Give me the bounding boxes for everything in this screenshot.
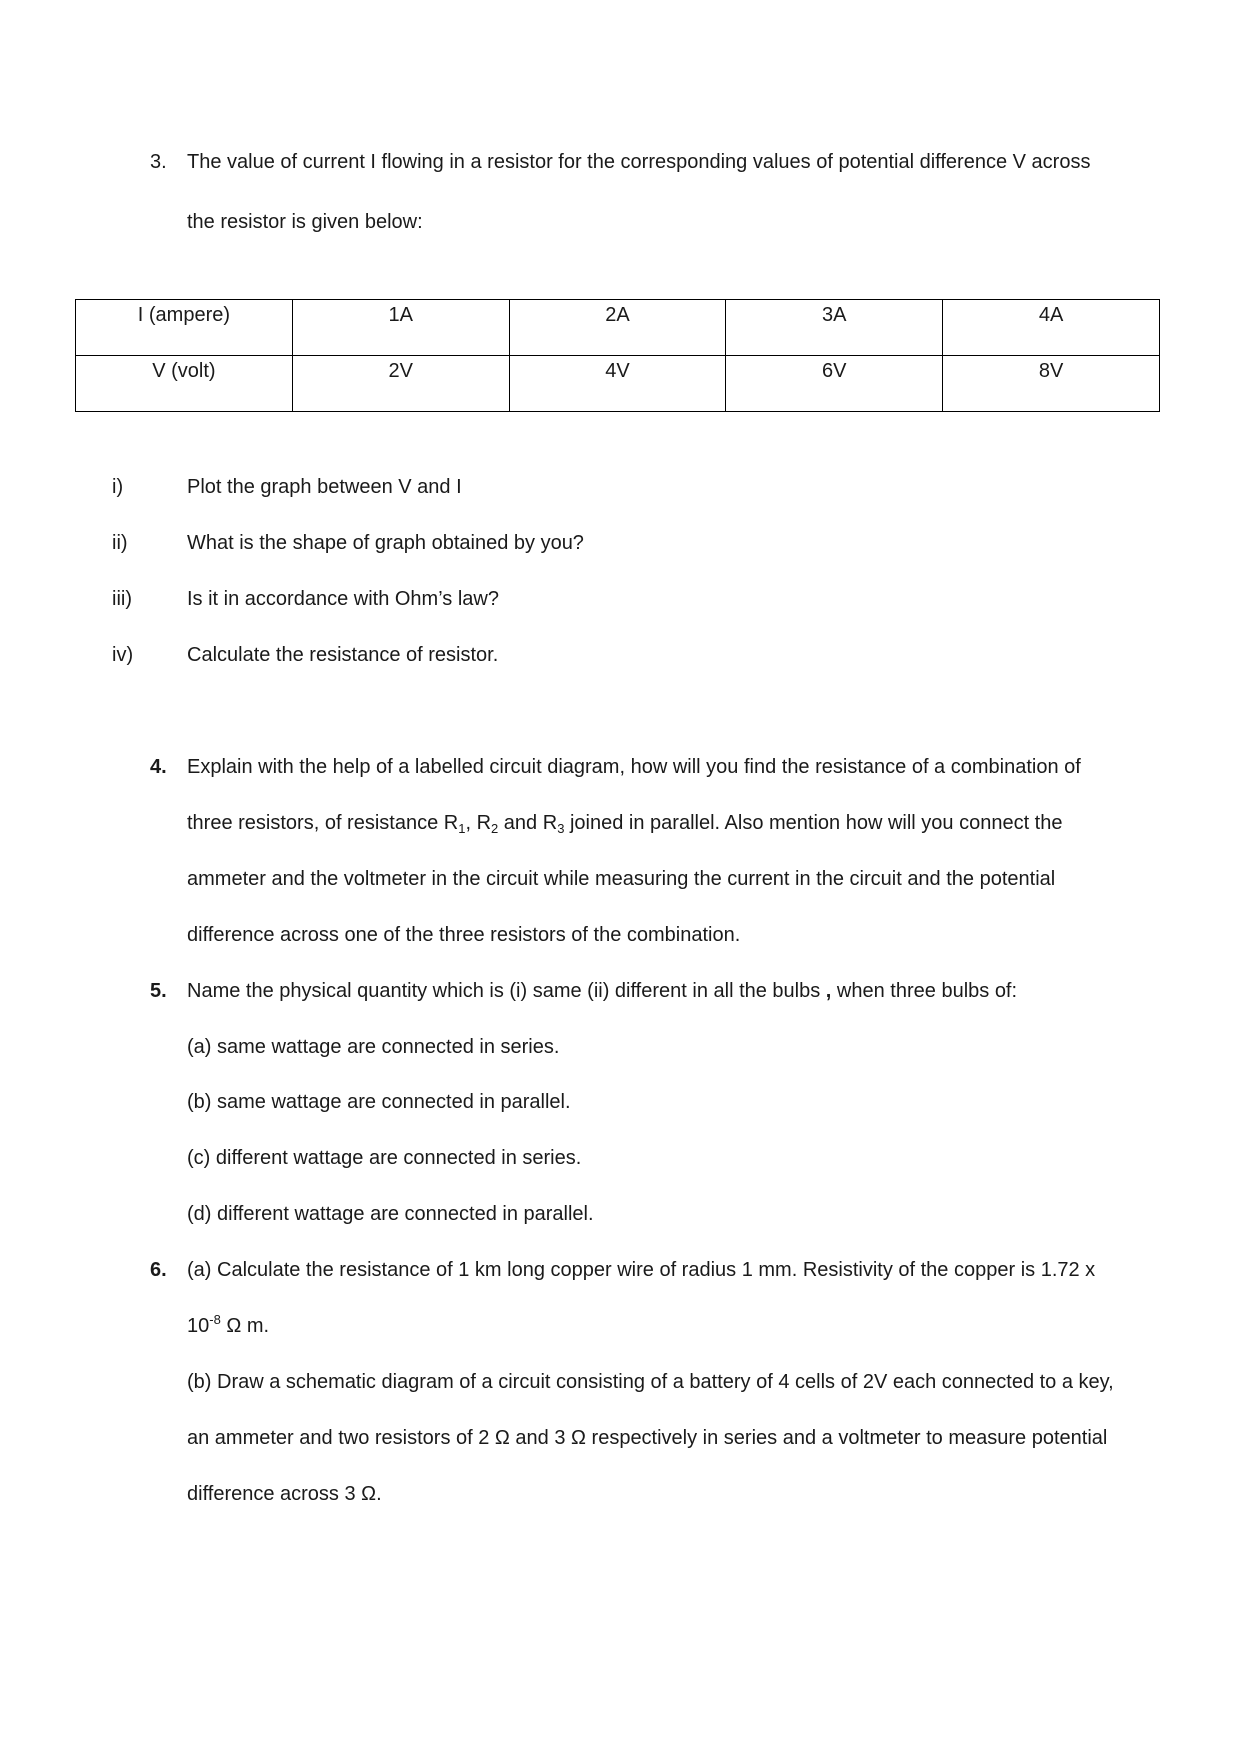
table-cell: 4A <box>943 300 1160 356</box>
table-cell: 3A <box>726 300 943 356</box>
question-5-option: (d) different wattage are connected in parallel. <box>187 1203 594 1225</box>
table-cell: I (ampere) <box>76 300 293 356</box>
question-6-text-line-4: an ammeter and two resistors of 2 Ω and 3 Ω respectively in series and a voltmeter to measure potential <box>187 1427 1108 1449</box>
subquestion-text: Is it in accordance with Ohm’s law? <box>187 588 499 610</box>
question-6-text-line-5: difference across 3 Ω. <box>187 1483 382 1505</box>
question-3-number: 3. <box>150 151 167 173</box>
question-3-text-line-1: The value of current I flowing in a resistor for the corresponding values of potential difference V across <box>187 151 1091 173</box>
subquestion-text: What is the shape of graph obtained by you? <box>187 532 584 554</box>
question-4-number: 4. <box>150 756 167 778</box>
table-row <box>76 356 1160 412</box>
table-cell: 2A <box>509 300 726 356</box>
table-cell: 8V <box>943 356 1160 412</box>
table-row <box>76 300 1160 356</box>
table-cell: 1A <box>292 300 509 356</box>
question-6-text-line-2: $10^{-8}$ Ω m. <box>187 1312 270 1337</box>
question-3-text-line-2: the resistor is given below: <box>187 211 423 233</box>
question-6-number: 6. <box>150 1259 167 1281</box>
subquestion-marker: iv) <box>112 644 134 666</box>
question-5-option: (a) same wattage are connected in series. <box>187 1036 560 1058</box>
question-5-option: (b) same wattage are connected in parallel. <box>187 1091 571 1113</box>
question-4-text-line-2: three resistors, of resistance $R_1$, $R_2$ and $R_3$ joined in parallel. Also mention how will you connect the <box>187 812 1063 836</box>
subquestion-marker: iii) <box>112 588 132 610</box>
table-cell: 2V <box>292 356 509 412</box>
question-5-text-line-1: Name the physical quantity which is (i) same (ii) different in all the bulbs , when three bulbs of: <box>187 980 1018 1002</box>
table-cell: V (volt) <box>76 356 293 412</box>
table-cell: 6V <box>726 356 943 412</box>
table-cell: 4V <box>509 356 726 412</box>
question-4-text-line-3: ammeter and the voltmeter in the circuit while measuring the current in the circuit and the potential <box>187 868 1056 890</box>
question-6-text-line-3: (b) Draw a schematic diagram of a circuit consisting of a battery of 4 cells of 2V each connected to a key, <box>187 1371 1114 1393</box>
question-6-text-line-1: (a) Calculate the resistance of 1 km long copper wire of radius 1 mm. Resistivity of the copper is 1.72 x <box>187 1259 1096 1281</box>
question-4-text-line-1: Explain with the help of a labelled circuit diagram, how will you find the resistance of a combination of <box>187 756 1081 778</box>
subquestion-marker: i) <box>112 476 124 498</box>
question-4-text-line-4: difference across one of the three resistors of the combination. <box>187 924 741 946</box>
subquestion-marker: ii) <box>112 532 128 554</box>
subquestion-text: Calculate the resistance of resistor. <box>187 644 499 666</box>
current-voltage-table <box>75 299 1160 412</box>
subquestion-text: Plot the graph between V and I <box>187 476 462 498</box>
question-5-number: 5. <box>150 980 167 1002</box>
question-5-option: (c) different wattage are connected in series. <box>187 1147 582 1169</box>
